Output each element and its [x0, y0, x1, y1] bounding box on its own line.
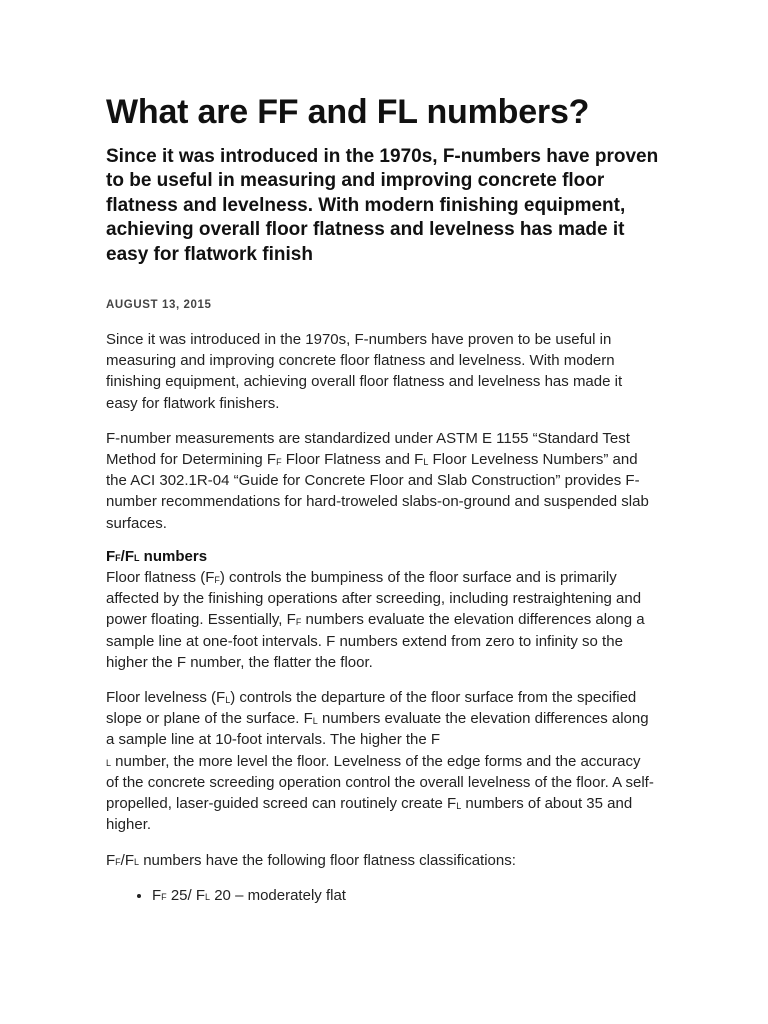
text-run: Floor flatness (F	[106, 569, 215, 587]
text-run: numbers	[139, 547, 208, 565]
text-run: ) controls the bumpiness of the floor surface and is primarily affected by the finishing operations after screeding, including restraightening and power floating. Essentially, F	[106, 569, 642, 629]
text-run: 25/ F	[166, 886, 206, 904]
text-run: Floor levelness (F	[106, 689, 226, 707]
subscript-l: L	[423, 456, 429, 467]
subscript-l: L	[134, 553, 140, 564]
subscript-f: F	[115, 857, 121, 867]
text-run: F	[152, 886, 162, 904]
subscript-l: L	[134, 857, 140, 867]
text-run: Floor Flatness and F	[281, 451, 424, 469]
text-run: /F	[120, 547, 135, 565]
text-run: numbers of about 35 and higher.	[106, 795, 633, 834]
text-run: F	[106, 851, 116, 869]
article-title: What are FF and FL numbers?	[106, 93, 590, 131]
subscript-l: L	[225, 694, 231, 705]
subscript-f: F	[295, 616, 302, 627]
intro-paragraph: Since it was introduced in the 1970s, F-numbers have proven to be useful in measuring and improving concrete floor flatness and levelness. With modern finishing equipment, achieving overall floor flatness and levelness has made it easy for flatwork finishers.	[106, 331, 623, 412]
publish-date: AUGUST 13, 2015	[106, 299, 212, 312]
subscript-l: L	[205, 892, 211, 903]
text-run: Floor Levelness Numbers” and the ACI 302.1R-04 “Guide for Concrete Floor and Slab Construction” provides F-number recommendations for hard-troweled slabs-on-ground and suspended slab surfaces.	[106, 451, 649, 532]
subscript-f: F	[115, 553, 121, 564]
text-run: numbers evaluate the elevation differences along a sample line at one-foot intervals. F numbers extend from zero to infinity so the higher the F number, the flatter the floor.	[106, 611, 645, 671]
text-run: F-number measurements are standardized under ASTM E 1155 “Standard Test Method for Determining F	[106, 429, 630, 469]
text-run: number, the more level the floor. Levelness of the edge forms and the accuracy of the concrete screeding operation control the overall levelness of the floor. A self-propelled, laser-guided screed can routinely create F	[106, 752, 654, 813]
classification-list	[106, 885, 666, 906]
text-run: numbers have the following floor flatness classifications:	[139, 851, 516, 869]
text-run: /F	[120, 851, 135, 869]
subscript-l: L	[312, 715, 318, 726]
standards-paragraph	[106, 428, 654, 534]
section-heading	[106, 546, 666, 567]
subscript-f: F	[214, 574, 220, 585]
subscript-f: F	[161, 892, 167, 903]
list-item	[152, 885, 666, 906]
article-subtitle: Since it was introduced in the 1970s, F-numbers have proven to be useful in measuring and improving concrete floor flatness and levelness. With modern finishing equipment, achieving overall floor flatness and levelness has made it easy for flatwork finish	[106, 146, 659, 265]
classifications-paragraph	[106, 850, 654, 871]
text-run: ) controls the departure of the floor surface from the specified slope or plane of the surface. F	[106, 689, 637, 728]
subscript-f: F	[276, 456, 282, 467]
levelness-paragraph	[106, 687, 654, 835]
text-run: F	[106, 547, 116, 565]
subscript-l: L	[456, 800, 462, 811]
text-run: numbers evaluate the elevation differences along a sample line at 10-foot intervals. The higher the F	[106, 710, 649, 749]
text-run: 20 – moderately flat	[210, 886, 346, 904]
article	[106, 92, 666, 906]
subscript-l: L	[106, 758, 112, 769]
flatness-paragraph	[106, 567, 654, 673]
